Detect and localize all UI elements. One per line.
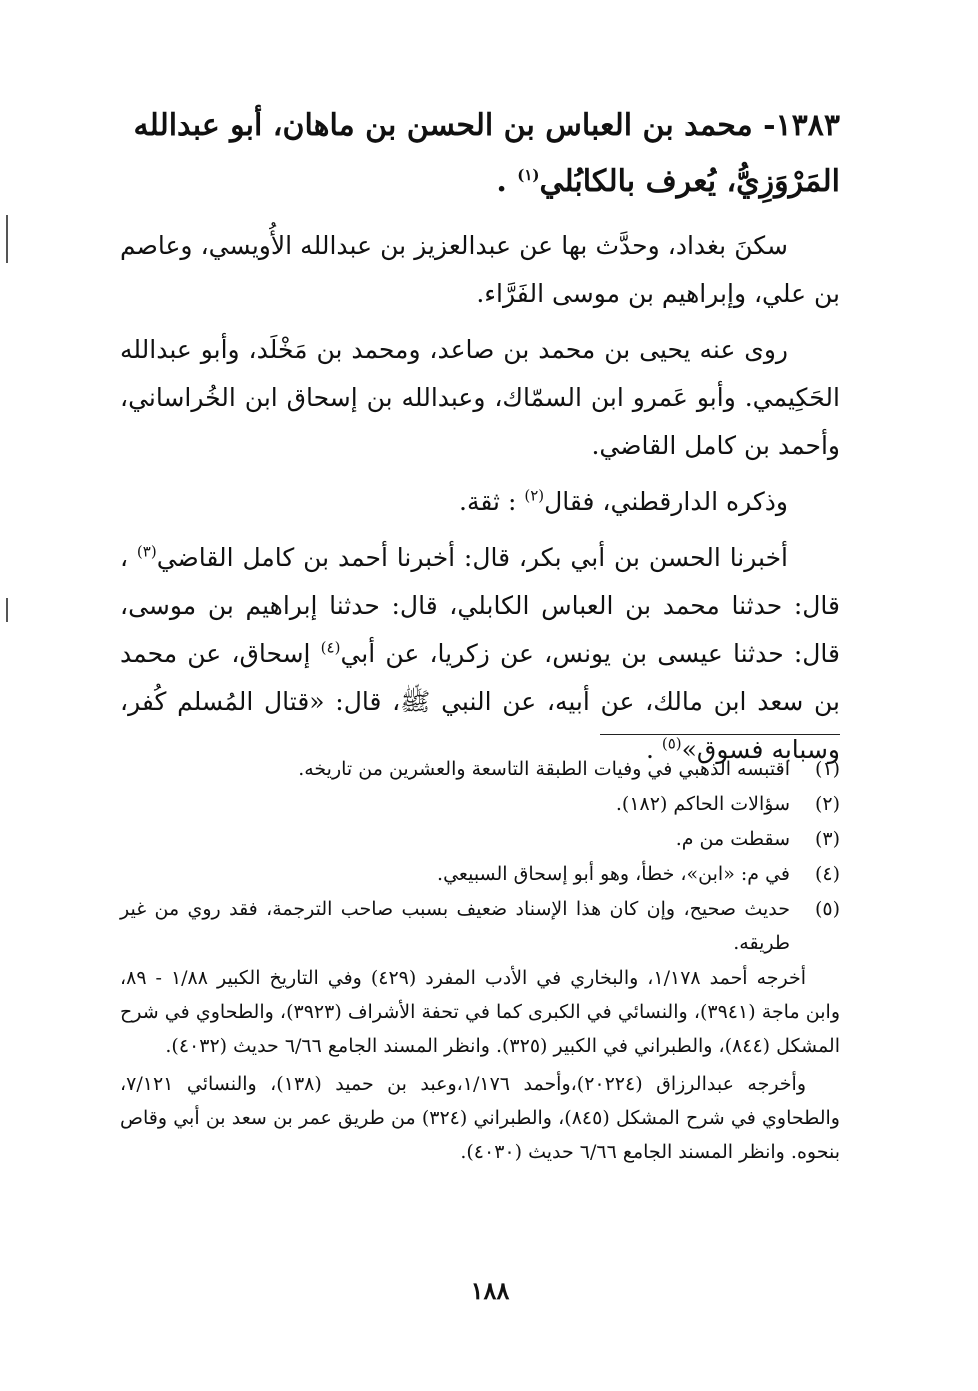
footnote-number: (٤) xyxy=(814,863,840,885)
entry-heading-name: المَرْوَزِيُّ، يُعرف بالكابُلي xyxy=(539,164,840,199)
footnote-text: اقتبسه الذهبي في وفيات الطبقة التاسعة والعشرين من تاريخه. xyxy=(298,758,790,780)
entry-heading-line-1: ١٣٨٣- محمد بن العباس بن الحسن بن ماهان، أبو عبدالله xyxy=(133,108,840,143)
footnote-item xyxy=(120,857,840,891)
footnote-ref-4: (٤) xyxy=(320,638,341,657)
paragraph-text: أخبرنا الحسن بن أبي بكر، قال: أخبرنا أحمد بن كامل القاضي xyxy=(156,543,789,572)
footnote-ref-3: (٣) xyxy=(136,542,157,561)
entry-body xyxy=(120,222,840,782)
footnote-ref-5: (٥) xyxy=(661,734,682,753)
paragraph-text: إسحاق، عن محمد بن سعد ابن مالك، عن أبيه، عن النبي ﷺ، قال: «قتال المُسلم كُفر، وسبابه فسوق» xyxy=(120,639,840,764)
scan-edge-mark xyxy=(6,215,8,263)
footnote-text: في م: «ابن»، خطأ، وهو أبو إسحاق السبيعي. xyxy=(437,863,790,885)
paragraph-text: ، قال: حدثنا محمد بن العباس الكابلي، قال: حدثنا إبراهيم بن موسى، قال: حدثنا عيسى بن يونس، عن زكريا، عن أبي xyxy=(120,543,840,668)
footnote-separator-rule xyxy=(600,734,840,735)
paragraph-daraqutni xyxy=(120,478,840,526)
entry-heading-line-2 xyxy=(120,154,840,210)
footnote-takhrij-paragraph: أخرجه أحمد ١/١٧٨، والبخاري في الأدب المفرد (٤٢٩) وفي التاريخ الكبير ١/٨٨ - ٨٩، وابن ماجة (٣٩٤١)، والنسائي في الكبرى كما في تحفة الأشراف (٣٩٢٣)، والطحاوي في شرح المشكل (٨٤٤)، والطبراني في الكبير (٣٢٥). وانظر المسند الجامع ٦/٦٦ حديث (٤٠٣٢). xyxy=(120,967,840,1057)
footnote-item xyxy=(120,752,840,786)
paragraph-text: وذكره الدارقطني، فقال xyxy=(544,487,788,516)
entry-heading xyxy=(120,98,840,210)
footnote-number: (١) xyxy=(814,758,840,780)
scan-edge-mark xyxy=(6,598,8,622)
footnote-text: سؤالات الحاكم (١٨٢). xyxy=(615,793,790,815)
paragraph-narrators: روى عنه يحيى بن محمد بن صاعد، ومحمد بن مَخْلَد، وأبو عبدالله الحَكِيمي. وأبو عَمرو ابن السمّاك، وعبدالله بن إسحاق ابن الخُراساني، وأحمد بن كامل القاضي. xyxy=(120,335,840,460)
footnote-ref-1: (١) xyxy=(517,166,540,184)
footnotes-section xyxy=(120,752,840,1173)
paragraph-text: . xyxy=(645,735,662,764)
footnote-text: سقطت من م. xyxy=(675,828,790,850)
paragraph-residence: سكنَ بغداد، وحدَّث بها عن عبدالعزيز بن عبدالله الأُويسي، وعاصم بن علي، وإبراهيم بن موسى الفَرَّاء. xyxy=(120,231,840,308)
paragraph-text: : ثقة. xyxy=(459,487,525,516)
footnote-takhrij-paragraph: وأخرجه عبدالرزاق (٢٠٢٢٤)،وأحمد ١/١٧٦،وعبد بن حميد (١٣٨)، والنسائي ٧/١٢١، والطحاوي في شرح المشكل (٨٤٥)، والطبراني (٣٢٤) من طريق عمر بن سعد بن أبي وقاص بنحوه. وانظر المسند الجامع ٦/٦٦ حديث (٤٠٣٠). xyxy=(120,1073,840,1163)
footnote-number: (٥) xyxy=(814,898,840,920)
footnote-number: (٣) xyxy=(814,828,840,850)
footnote-number: (٢) xyxy=(814,793,840,815)
footnote-item xyxy=(120,787,840,821)
entry-heading-end: . xyxy=(496,164,518,199)
footnote-ref-2: (٢) xyxy=(524,486,545,505)
page-number: ١٨٨ xyxy=(470,1276,510,1305)
paragraph-hadith xyxy=(120,534,840,774)
footnote-item xyxy=(120,822,840,856)
footnote-text: حديث صحيح، وإن كان هذا الإسناد ضعيف بسبب صاحب الترجمة، فقد روي من غير طريقه. xyxy=(120,898,790,954)
footnote-item xyxy=(120,892,840,960)
